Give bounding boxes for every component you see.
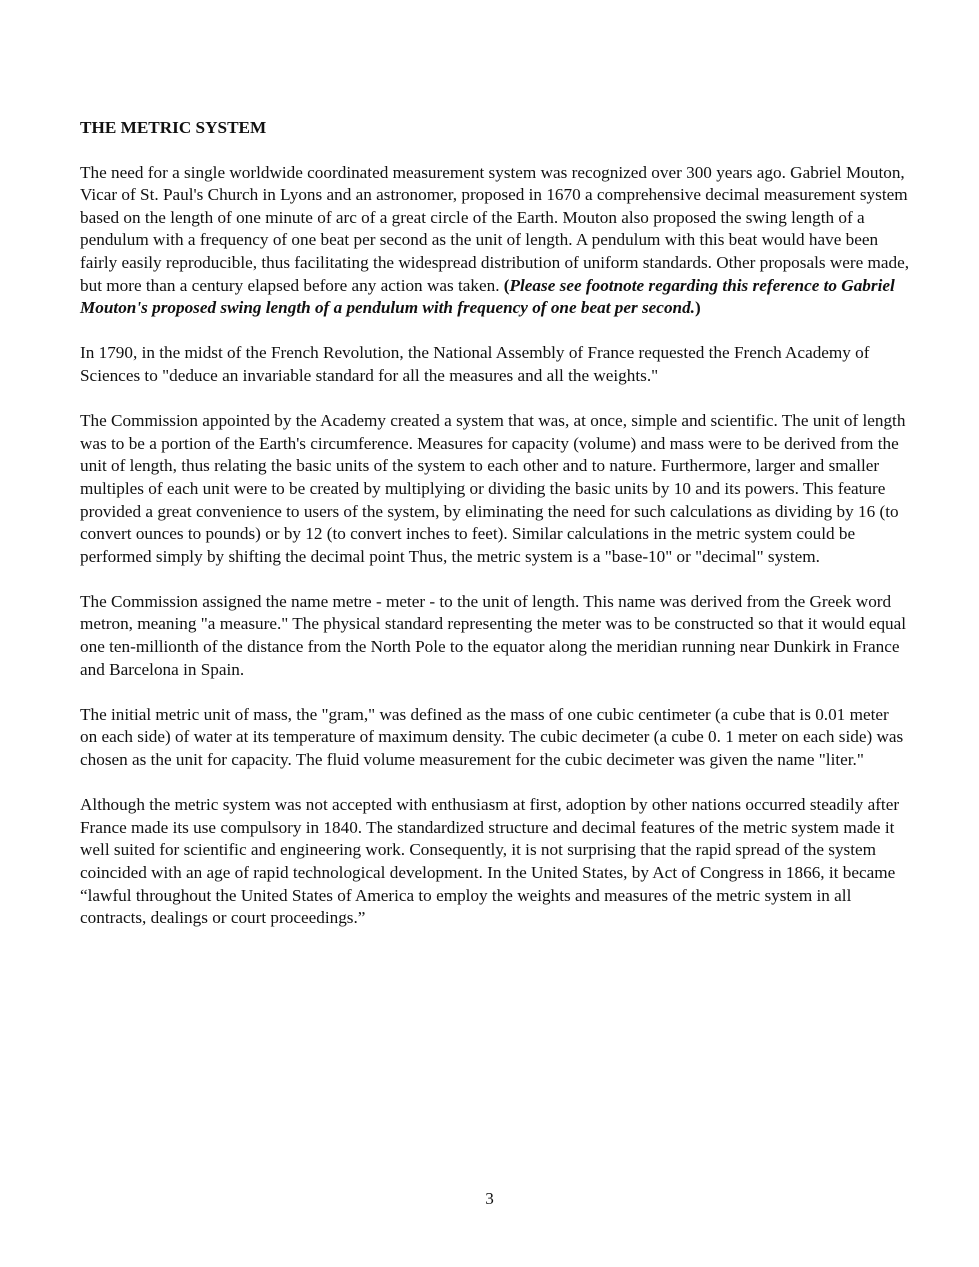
document-body <box>80 117 910 952</box>
paragraph-gram-liter: The initial metric unit of mass, the "gram," was defined as the mass of one cubic centimeter (a cube that is 0.01 meter on each side) of water at its temperature of maximum density. The cubic decimeter (a cube 0. 1 meter on each side) was chosen as the unit for capacity. The fluid volume measurement for the cubic decimeter was given the name "liter." <box>80 704 904 770</box>
paragraph-mouton <box>80 162 910 320</box>
footnote-reference-text: Please see footnote regarding this reference to Gabriel Mouton's proposed swing length of a pendulum with frequency of one beat per second. <box>80 275 895 318</box>
paragraph-commission-system: The Commission appointed by the Academy created a system that was, at once, simple and scientific. The unit of length was to be a portion of the Earth's circumference. Measures for capacity (volume) and mass were to be derived from the unit of length, thus relating the basic units of the system to each other and to nature. Furthermore, larger and smaller multiples of each unit were to be created by multiplying or dividing the basic units by 10 and its powers. This feature provided a great convenience to users of the system, by eliminating the need for such calculations as dividing by 16 (to convert ounces to pounds) or by 12 (to convert inches to feet). Similar calculations in the metric system could be performed simply by shifting the decimal point Thus, the metric system is a "base-10" or "decimal" system. <box>80 411 906 566</box>
document-title: THE METRIC SYSTEM <box>80 118 267 137</box>
paragraph-mouton-text: The need for a single worldwide coordinated measurement system was recognized over 300 years ago. Gabriel Mouton, Vicar of St. Paul's Church in Lyons and an astronomer, proposed in 1670 a comprehensive decimal measurement system based on the length of one minute of arc of a great circle of the Earth. Mouton also proposed the swing length of a pendulum with a frequency of one beat per second as the unit of length. A pendulum with this beat would have been fairly easily reproducible, thus facilitating the widespread distribution of uniform standards. Other proposals were made, but more than a century elapsed before any action was taken. <box>80 162 910 295</box>
paragraph-meter-name: The Commission assigned the name metre - meter - to the unit of length. This name was derived from the Greek word metron, meaning "a measure." The physical standard representing the meter was to be constructed so that it would equal one ten-millionth of the distance from the North Pole to the equator along the meridian running near Dunkirk in France and Barcelona in Spain. <box>80 591 907 679</box>
footnote-open-paren: ( <box>503 275 510 295</box>
page-number: 3 <box>485 1189 494 1208</box>
paragraph-adoption: Although the metric system was not accepted with enthusiasm at first, adoption by other nations occurred steadily after France made its use compulsory in 1840. The standardized structure and decimal features of the metric system made it well suited for scientific and engineering work. Consequently, it is not surprising that the rapid spread of the system coincided with an age of rapid technological development. In the United States, by Act of Congress in 1866, it became “lawful throughout the United States of America to employ the weights and measures of the metric system in all contracts, dealings or court proceedings.” <box>80 795 900 928</box>
paragraph-french-revolution: In 1790, in the midst of the French Revolution, the National Assembly of France requested the French Academy of Sciences to "deduce an invariable standard for all the measures and all the weights." <box>80 343 870 385</box>
footnote-close-paren: ) <box>694 298 701 318</box>
